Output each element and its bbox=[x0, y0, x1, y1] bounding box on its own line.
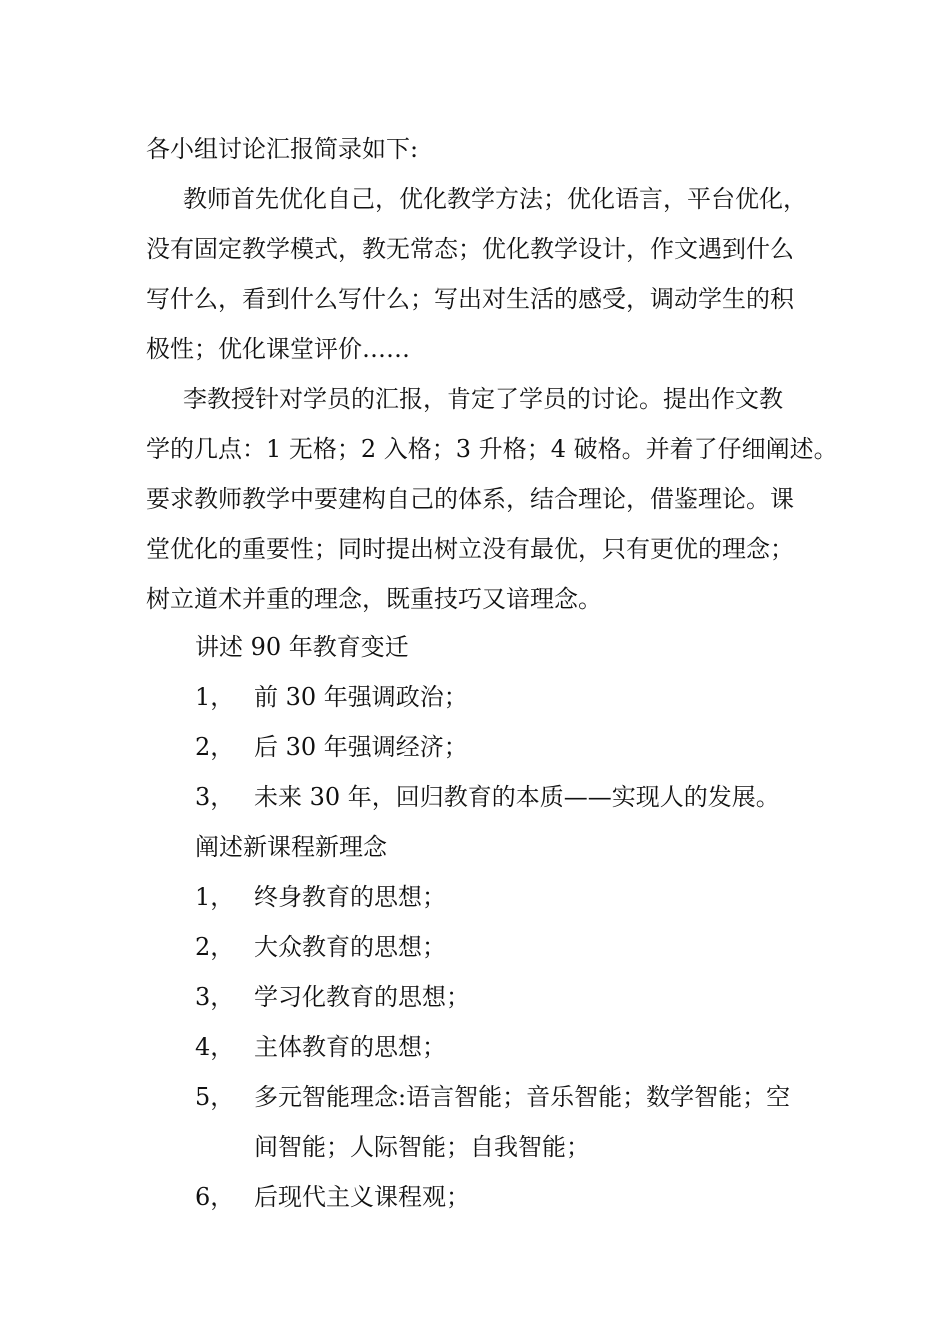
para1-line-3: 写什么，看到什么写什么；写出对生活的感受，调动学生的积 bbox=[146, 285, 794, 313]
list-item-text: 大众教育的思想； bbox=[254, 933, 446, 961]
list-item-text: 终身教育的思想； bbox=[254, 883, 446, 911]
list-item-continuation: 间智能；人际智能；自我智能； bbox=[254, 1133, 590, 1161]
para2-line-2: 学的几点：1 无格；2 入格；3 升格；4 破格。并着了仔细阐述。 bbox=[146, 435, 838, 463]
section2-heading: 阐述新课程新理念 bbox=[195, 833, 387, 861]
list-item-number: 1， bbox=[195, 883, 235, 911]
list-item-number: 4， bbox=[195, 1033, 235, 1061]
list-item-text: 主体教育的思想； bbox=[254, 1033, 446, 1061]
list-item-number: 3， bbox=[195, 783, 235, 811]
list-item-text: 后现代主义课程观； bbox=[254, 1183, 470, 1211]
list-item-text: 前 30 年强调政治； bbox=[254, 683, 468, 711]
list-item-text: 后 30 年强调经济； bbox=[254, 733, 468, 761]
list-item-number: 2， bbox=[195, 933, 235, 961]
list-item-text: 未来 30 年，回归教育的本质——实现人的发展。 bbox=[254, 783, 780, 811]
list-item-number: 3， bbox=[195, 983, 235, 1011]
para2-line-4: 堂优化的重要性；同时提出树立没有最优，只有更优的理念； bbox=[146, 535, 794, 563]
para2-line-5: 树立道术并重的理念，既重技巧又谙理念。 bbox=[146, 585, 602, 613]
list-item-number: 1， bbox=[195, 683, 235, 711]
list-item-number: 5， bbox=[195, 1083, 235, 1111]
para1-line-2: 没有固定教学模式，教无常态；优化教学设计，作文遇到什么 bbox=[146, 235, 794, 263]
list-item-text: 学习化教育的思想； bbox=[254, 983, 470, 1011]
para2-line-1: 李教授针对学员的汇报，肯定了学员的讨论。提出作文教 bbox=[183, 385, 783, 413]
intro-line: 各小组讨论汇报简录如下: bbox=[146, 135, 419, 163]
section1-heading: 讲述 90 年教育变迁 bbox=[195, 633, 409, 661]
para2-line-3: 要求教师教学中要建构自己的体系，结合理论，借鉴理论。课 bbox=[146, 485, 794, 513]
list-item-text: 多元智能理念:语言智能；音乐智能；数学智能；空 bbox=[254, 1083, 791, 1111]
list-item-number: 2， bbox=[195, 733, 235, 761]
list-item-number: 6， bbox=[195, 1183, 235, 1211]
para1-line-1: 教师首先优化自己，优化教学方法；优化语言，平台优化， bbox=[183, 185, 807, 213]
para1-line-4: 极性；优化课堂评价…… bbox=[146, 335, 410, 363]
